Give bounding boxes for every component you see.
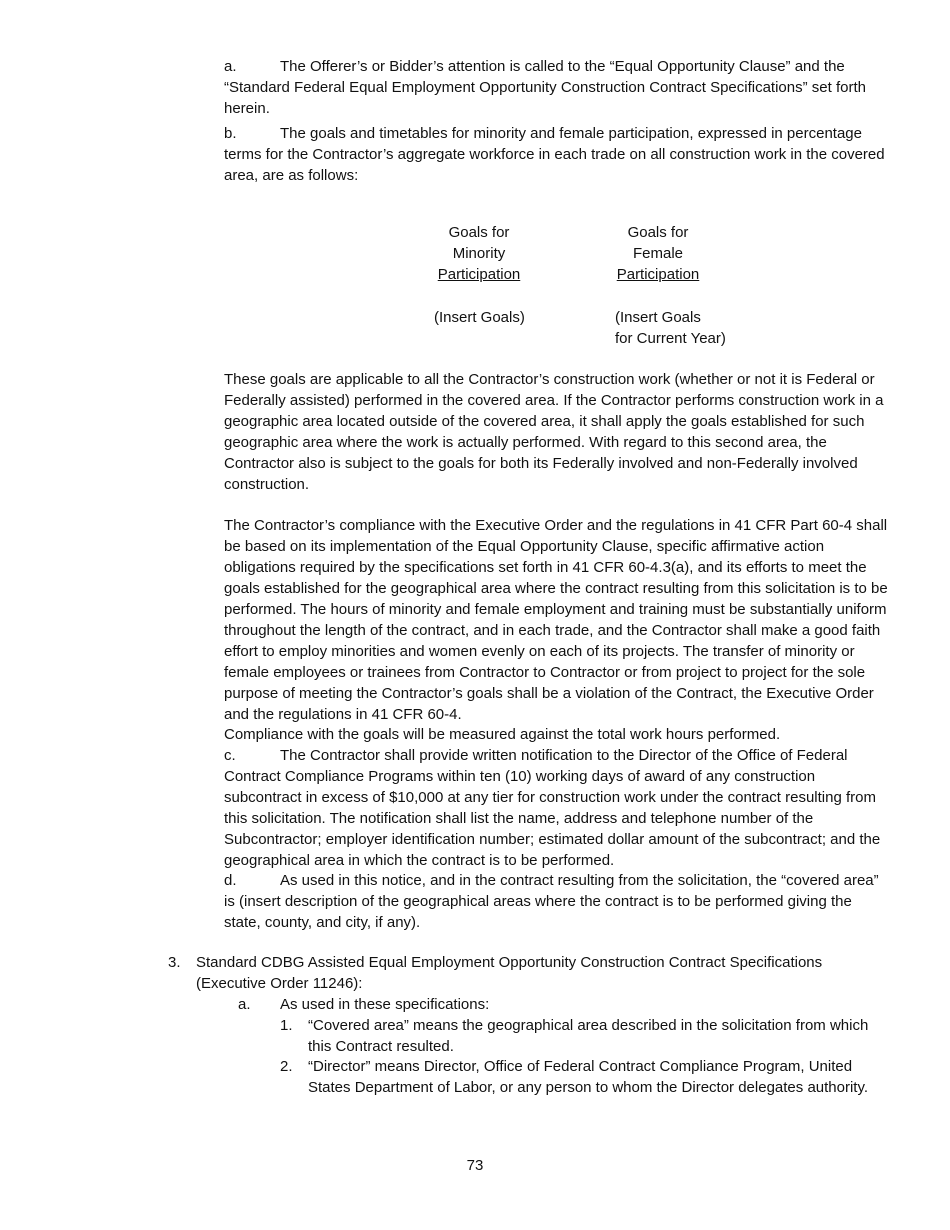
paragraph-compliance: The Contractor’s compliance with the Executive Order and the regulations in 41 CFR Part 60-4 shall be based on its implementation of the Equal Opportunity Clause, specific affirmative action obligations required by the specifications set forth in 41 CFR 60-4.3(a), and its efforts to meet the goals established for the geographical area where the contract resulting from this solicitation is to be performed. The hours of minority and female employment and training must be substantially uniform throughout the length of the contract, and in each trade, and the Contractor shall make a good faith effort to employ minorities and women evenly on each of its projects. The transfer of minority or female employees or trainees from Contractor to Contractor or from project to project for the sole purpose of meeting the Contractor’s goals shall be a violation of the Contract, the Executive Order and the regulations in 41 CFR 60-4. [224, 517, 888, 723]
paragraph-d [224, 870, 892, 933]
paragraph-b-marker: b. [224, 125, 237, 142]
definition-number: 2. [280, 1058, 293, 1075]
paragraph-a-marker: a. [224, 58, 237, 75]
section-3-subitem-a-text: As used in these specifications: [280, 996, 490, 1013]
paragraph-b [224, 123, 892, 186]
paragraph-applicable: These goals are applicable to all the Contractor’s construction work (whether or not it is Federal or Federally assisted) performed in the covered area. If the Contractor performs construction work in a geographic area located outside of the covered area, it shall apply the goals established for such geographic area where the work is actually performed. With regard to this second area, the Contractor also is subject to the goals for both its Federally involved and non-Federally involved construction. [224, 371, 884, 493]
female-goals-value [615, 307, 726, 349]
minority-goals-header [430, 222, 528, 285]
section-3-title: Standard CDBG Assisted Equal Employment Opportunity Construction Contract Specifications (Executive Order 11246): [196, 954, 823, 992]
page-number: 73 [466, 1157, 484, 1174]
minority-header-line2: Minority [452, 245, 506, 262]
minority-goals-value: (Insert Goals) [434, 309, 525, 326]
paragraph-c-text: The Contractor shall provide written notification to the Director of the Office of Federal Contract Compliance Programs within ten (10) working days of award of any construction subcontract in excess of $10,000 at any tier for construction work under the contract resulting from this solicitation. The notification shall list the name, address and telephone number of the Subcontractor; employer identification number; estimated dollar amount of the subcontract; and the geographical area in which the contract is to be performed. [224, 747, 881, 869]
paragraph-d-text: As used in this notice, and in the contract resulting from the solicitation, the “covered area” is (insert description of the geographical areas where the contract is to be performed giving the state, county, and city, if any). [224, 872, 879, 931]
female-goals-value-line1: (Insert Goals [615, 309, 701, 326]
paragraph-d-marker: d. [224, 872, 237, 889]
paragraph-c [224, 745, 892, 871]
paragraph-b-text: The goals and timetables for minority and female participation, expressed in percentage terms for the Contractor’s aggregate workforce in each trade on all construction work in the covered area, are as follows: [224, 125, 885, 184]
definition-number: 1. [280, 1017, 293, 1034]
paragraph-a-text: The Offerer’s or Bidder’s attention is called to the “Equal Opportunity Clause” and the “Standard Federal Equal Employment Opportunity Construction Contract Specifications” set forth herein. [224, 58, 866, 117]
female-header-line3: Participation [616, 266, 700, 283]
female-goals-value-line2: for Current Year) [615, 330, 726, 347]
paragraph-measured: Compliance with the goals will be measured against the total work hours performed. [224, 726, 781, 743]
female-goals-header [608, 222, 708, 285]
section-3-number: 3. [168, 954, 181, 971]
definition-text: “Director” means Director, Office of Federal Contract Compliance Program, United States Department of Labor, or any person to whom the Director delegates authority. [308, 1058, 869, 1096]
minority-header-line3: Participation [437, 266, 521, 283]
section-3-subitem-a-marker: a. [238, 996, 251, 1013]
paragraph-c-marker: c. [224, 747, 236, 764]
female-header-line1: Goals for [627, 224, 689, 241]
minority-header-line1: Goals for [448, 224, 510, 241]
female-header-line2: Female [632, 245, 684, 262]
paragraph-a [224, 56, 892, 119]
goals-table [0, 222, 950, 352]
definition-text: “Covered area” means the geographical area described in the solicitation from which this Contract resulted. [308, 1017, 869, 1055]
